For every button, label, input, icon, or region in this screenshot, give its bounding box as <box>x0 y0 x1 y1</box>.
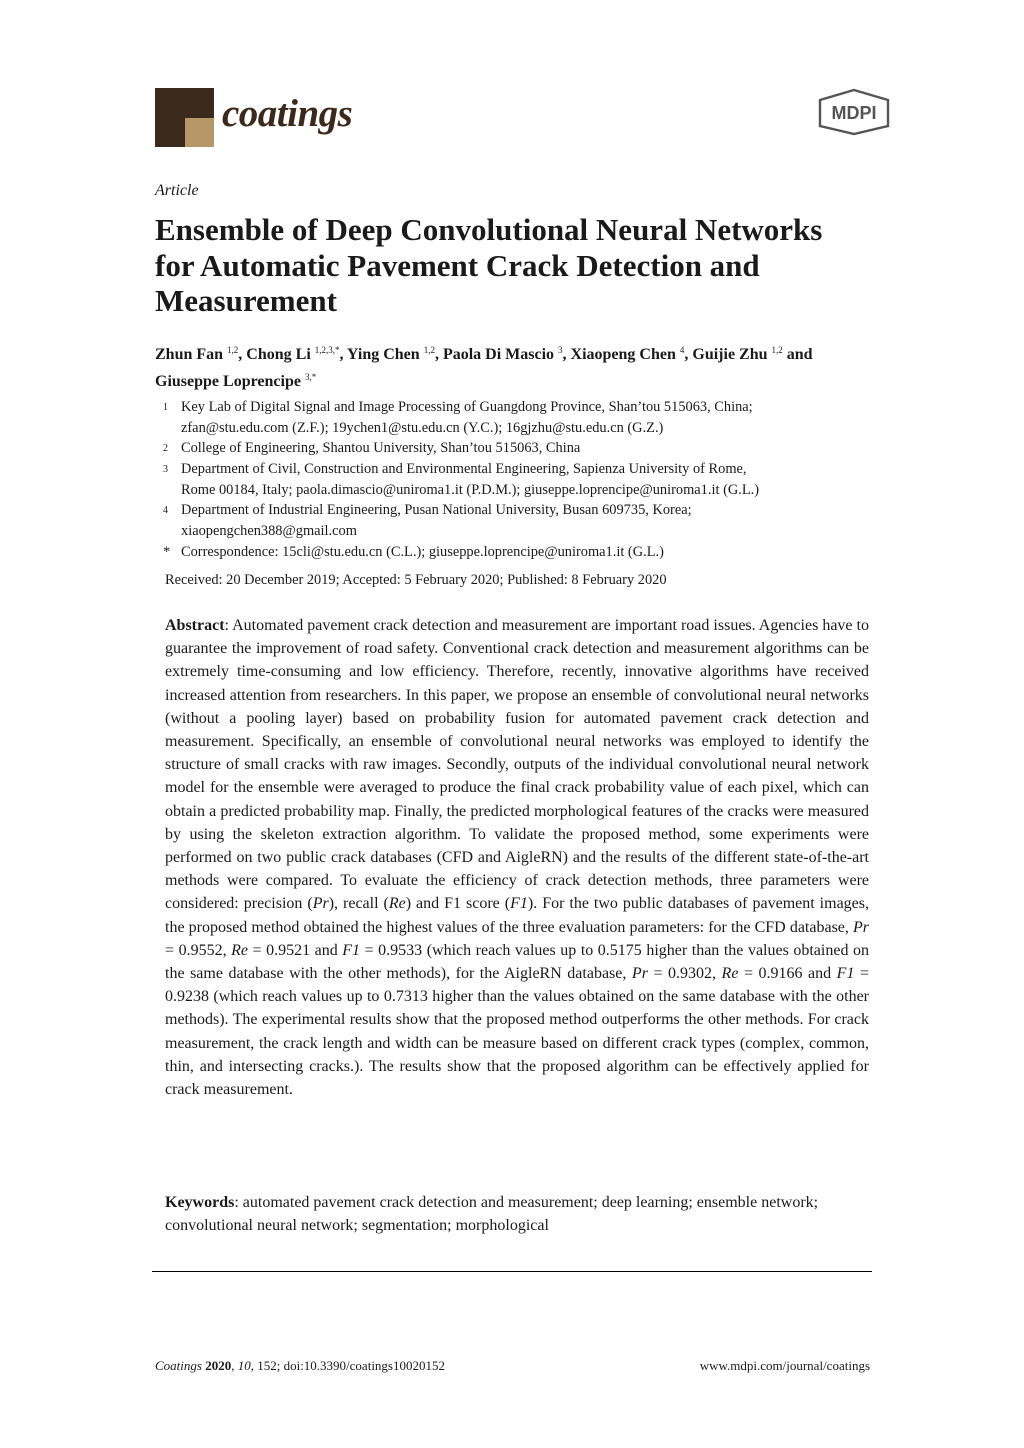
affiliation-text: xiaopengchen388@gmail.com <box>181 523 357 539</box>
keywords <box>165 1191 869 1237</box>
affiliation-number: 3 <box>163 464 168 475</box>
keywords-text: : automated pavement crack detection and measurement; deep learning; ensemble network; convolutional neural network; segmentation; morphological <box>165 1194 819 1235</box>
author-affiliation-sup: 3,* <box>304 372 317 382</box>
author-affiliation-sup: 1,2,3,* <box>314 345 340 355</box>
affiliation-item <box>163 459 873 501</box>
abstract-symbol: F1 <box>342 941 361 959</box>
affiliation-text: Department of Industrial Engineering, Pusan National University, Busan 609735, Korea; <box>181 502 692 518</box>
author-name: Giuseppe Loprencipe <box>155 373 305 390</box>
author-name: Zhun Fan <box>155 346 228 363</box>
journal-name: coatings <box>222 92 353 135</box>
footer-year: 2020 <box>205 1358 232 1373</box>
affiliation-number: * <box>163 544 171 560</box>
abstract-symbol: Pr <box>312 895 329 913</box>
abstract-symbol: Re <box>721 965 739 983</box>
abstract <box>165 614 869 1101</box>
abstract-symbol: Pr <box>631 965 648 983</box>
abstract-symbol: Pr <box>853 918 869 936</box>
footer-divider <box>152 1271 872 1272</box>
affiliation-text: Rome 00184, Italy; paola.dimascio@uniroma1.it (P.D.M.); giuseppe.loprencipe@uniroma1.it (G.L.) <box>181 482 760 498</box>
article-type: Article <box>155 182 199 199</box>
journal-logo-mark <box>155 88 214 147</box>
affiliation-item <box>163 438 873 459</box>
author-name: Paola Di Mascio <box>442 346 559 363</box>
footer-doi: , 152; doi:10.3390/coatings10020152 <box>250 1358 445 1373</box>
abstract-body: : Automated pavement crack detection and measurement are important road issues. Agencies have to guarantee the improvement of road safety. Conventional crack detection and measurement algorithms can be extremely time-consuming and low efficiency. Therefore, recently, innovative algorithms have received increased attention from researchers. In this paper, we propose an ensemble of convolutional neural networks (without a pooling layer) based on probability fusion for automated pavement crack detection and measurement. Specifically, an ensemble of convolutional neural networks was employed to identify the structure of small cracks with raw images. Secondly, outputs of the individual convolutional neural network model for the ensemble were averaged to produce the final crack probability value of each pixel, which can obtain a predicted probability map. Finally, the predicted morphological features of the cracks were measured by using the skeleton extraction algorithm. To validate the proposed method, some experiments were performed on two public crack databases (CFD and AigleRN) and the results of the different state-of-the-art methods were compared. To evaluate the efficiency of crack detection methods, three parameters were considered: precision (Pr), recall (Re) and F1 score (F1). For the two public databases of pavement images, the proposed method obtained the highest values of the three evaluation parameters: for the CFD database, Pr = 0.9552, Re = 0.9521 and F1 = 0.9533 (which reach values up to 0.5175 higher than the values obtained on the same database with the other methods), for the AigleRN database, Pr = 0.9302, Re = 0.9166 and F1 = 0.9238 (which reach values up to 0.7313 higher than the values obtained on the same database with the other methods). The experimental results show that the proposed method outperforms the other methods. For crack measurement, the crack length and width can be measure based on different crack types (complex, common, thin, and intersecting cracks.). The results show that the proposed algorithm can be effectively applied for crack measurement. <box>165 617 870 1099</box>
keywords-label: Keywords <box>165 1194 235 1211</box>
abstract-symbol: Re <box>231 941 248 959</box>
abstract-symbol: F1 <box>510 895 528 913</box>
author-affiliation-sup: 1,2 <box>227 345 239 355</box>
affiliation-number: 2 <box>163 443 168 454</box>
affiliation-text: Key Lab of Digital Signal and Image Processing of Guangdong Province, Shan’tou 515063, China; <box>181 399 753 415</box>
abstract-label: Abstract <box>165 617 225 634</box>
footer-volume: 10 <box>237 1358 251 1373</box>
publication-dates: Received: 20 December 2019; Accepted: 5 February 2020; Published: 8 February 2020 <box>165 572 667 588</box>
journal-logo <box>155 88 385 148</box>
publisher-name: MDPI <box>831 103 877 123</box>
journal-url: www.mdpi.com/journal/coatings <box>699 1358 870 1373</box>
citation-footer: Coatings 2020, 10, 152; doi:10.3390/coatings10020152 <box>155 1358 445 1373</box>
author-affiliation-sup: 1,2 <box>771 345 783 355</box>
footer-journal: Coatings <box>155 1358 202 1373</box>
affiliation-item <box>163 500 873 542</box>
affiliation-item <box>163 542 873 563</box>
paper-title: Ensemble of Deep Convolutional Neural Networks for Automatic Pavement Crack Detection and Measurement <box>155 212 823 318</box>
author-name: Chong Li <box>246 346 315 363</box>
abstract-symbol: F1 <box>836 965 855 983</box>
affiliation-item <box>163 397 873 439</box>
affiliation-number: 4 <box>163 505 168 516</box>
author-affiliation-sup: 1,2 <box>423 345 435 355</box>
affiliation-text: College of Engineering, Shantou University, Shan’tou 515063, China <box>181 440 581 456</box>
author-affiliation-sup: 3 <box>558 345 563 355</box>
abstract-symbol: Re <box>388 895 406 913</box>
affiliation-number: 1 <box>163 402 168 413</box>
affiliation-text: Correspondence: 15cli@stu.edu.cn (C.L.); giuseppe.loprencipe@uniroma1.it (G.L.) <box>181 544 664 560</box>
author-list: Zhun Fan $^{1,2}$, Chong Li $^{1,2,3,*}$, Ying Chen $^{1,2}$, Paola Di Mascio $^3$, Xiaopeng Chen $^4$, Guijie Zhu $^{1,2}$ and Giuseppe Loprencipe $^{3,*}$ <box>155 345 813 390</box>
author-name: Xiaopeng Chen <box>570 346 680 363</box>
author-affiliation-sup: 4 <box>679 345 685 355</box>
affiliation-text: zfan@stu.edu.com (Z.F.); 19ychen1@stu.edu.cn (Y.C.); 16gjzhu@stu.edu.cn (G.Z.) <box>181 420 664 436</box>
author-name: Guijie Zhu <box>692 346 772 363</box>
author-name: Ying Chen <box>346 346 424 363</box>
affiliation-text: Department of Civil, Construction and Environmental Engineering, Sapienza University of Rome, <box>181 461 747 477</box>
publisher-logo <box>818 88 890 136</box>
